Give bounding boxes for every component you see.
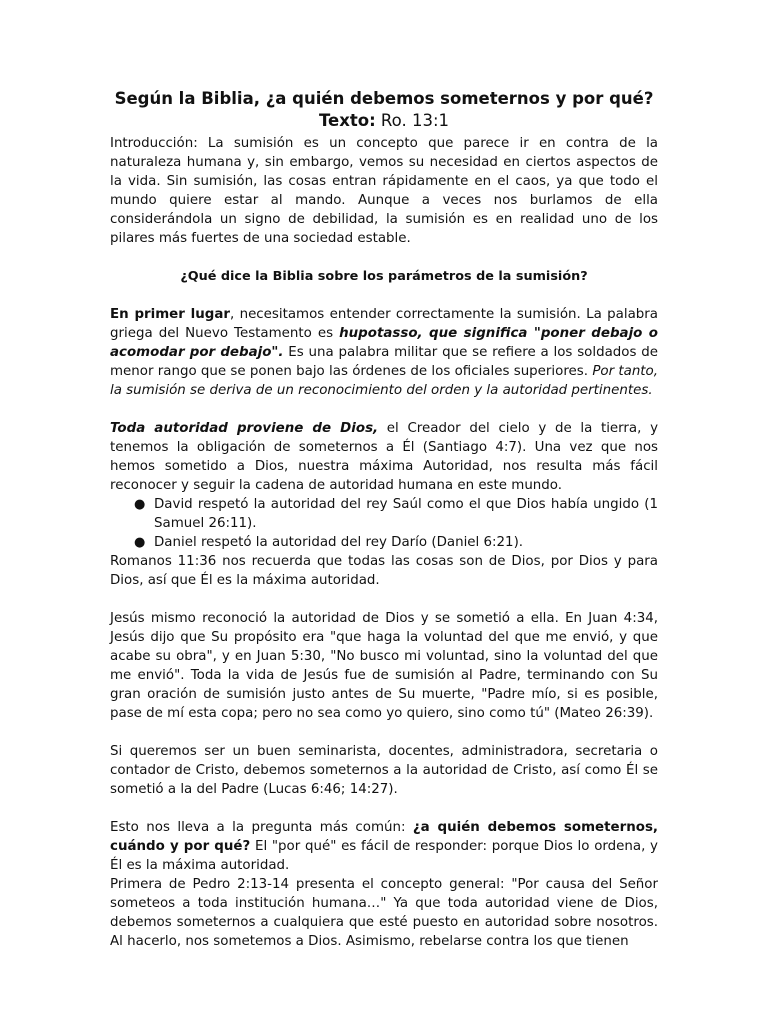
paragraph-authority — [110, 419, 658, 495]
paragraph-first — [110, 305, 658, 400]
italic-conclusion: Por tanto, la sumisión se deriva de un reconocimiento del orden y la autoridad pertinentes. — [110, 364, 659, 398]
scripture-reference — [110, 110, 658, 132]
bullet-list — [110, 495, 658, 552]
spacer — [110, 723, 658, 742]
paragraph-jesus: Jesús mismo reconoció la autoridad de Dios y se sometió a ella. En Juan 4:34, Jesús dijo que Su propósito era "que haga la voluntad del que me envió, y que acabe su obra", y en Juan 5:30, "No busco mi voluntad, sino la voluntad del que me envió". Toda la vida de Jesús fue de sumisión al Padre, terminando con Su gran oración de sumisión justo antes de Su muerte, "Padre mío, si es posible, pase de mí esta copa; pero no sea como yo quiero, sino como tú" (Mateo 26:39). — [110, 611, 658, 721]
text-run: el Creador del cielo y de la tierra, y tenemos la obligación de someternos a Él (Santiago 4:7). Una vez que nos hemos sometido a Dios, nuestra máxima Autoridad, nos resulta más fácil reconocer y seguir la cadena de autoridad humana en este mundo. — [110, 421, 658, 493]
text-run: El "por qué" es fácil de responder: porque Dios lo ordena, y Él es la máxima autoridad. — [110, 839, 658, 873]
lead-phrase: En primer lugar — [110, 307, 230, 322]
bold-question: ¿a quién debemos someternos, cuándo y por qué? — [110, 820, 658, 854]
spacer — [110, 286, 658, 305]
list-item — [134, 533, 658, 552]
paragraph-seminarista: Si queremos ser un buen seminarista, docentes, administradora, secretaria o contador de Cristo, debemos someternos a la autoridad de Cristo, así como Él se sometió a la del Padre (Lucas 6:46; 14:27). — [110, 744, 658, 797]
spacer — [110, 248, 658, 267]
paragraph-question — [110, 818, 658, 875]
paragraph-romans: Romanos 11:36 nos recuerda que todas las cosas son de Dios, por Dios y para Dios, así que Él es la máxima autoridad. — [110, 554, 658, 588]
texto-ref: Ro. 13:1 — [375, 111, 450, 130]
texto-label: Texto: — [318, 111, 376, 130]
document-body — [110, 88, 658, 951]
section-question: ¿Qué dice la Biblia sobre los parámetros de la sumisión? — [180, 269, 588, 284]
spacer — [110, 799, 658, 818]
bullet-icon: ● — [134, 535, 146, 550]
list-item — [134, 495, 658, 533]
spacer — [110, 590, 658, 609]
text-run: Esto nos lleva a la pregunta más común: — [110, 820, 413, 835]
paragraph-pedro: Primera de Pedro 2:13-14 presenta el concepto general: "Por causa del Señor someteos a toda institución humana…" Ya que toda autoridad viene de Dios, debemos someternos a cualquiera que esté puesto en autoridad sobre nosotros. Al hacerlo, nos sometemos a Dios. Asimismo, rebelarse contra los que tienen — [110, 877, 658, 949]
spacer — [110, 400, 658, 419]
lead-phrase: Toda autoridad proviene de Dios, — [110, 421, 379, 436]
document-title: Según la Biblia, ¿a quién debemos someternos y por qué? — [114, 89, 654, 108]
list-item-text: Daniel respetó la autoridad del rey Darío (Daniel 6:21). — [154, 535, 524, 550]
text-run: Es una palabra militar que se refiere a los soldados de menor rango que se ponen bajo las órdenes de los oficiales superiores. — [110, 345, 659, 379]
list-item-text: David respetó la autoridad del rey Saúl como el que Dios había ungido (1 Samuel 26:11). — [154, 497, 658, 531]
text-run: , necesitamos entender correctamente la sumisión. La palabra griega del Nuevo Testamento es — [110, 307, 658, 341]
definition-phrase: hupotasso, que significa "poner debajo o acomodar por debajo". — [110, 326, 658, 360]
bullet-icon: ● — [134, 497, 146, 512]
intro-paragraph: Introducción: La sumisión es un concepto que parece ir en contra de la naturaleza humana y, sin embargo, vemos su necesidad en ciertos aspectos de la vida. Sin sumisión, las cosas entran rápidamente en el caos, ya que todo el mundo quiere estar al mando. Aunque a veces nos burlamos de ella considerándola un signo de debilidad, la sumisión es en realidad uno de los pilares más fuertes de una sociedad estable. — [110, 136, 658, 246]
